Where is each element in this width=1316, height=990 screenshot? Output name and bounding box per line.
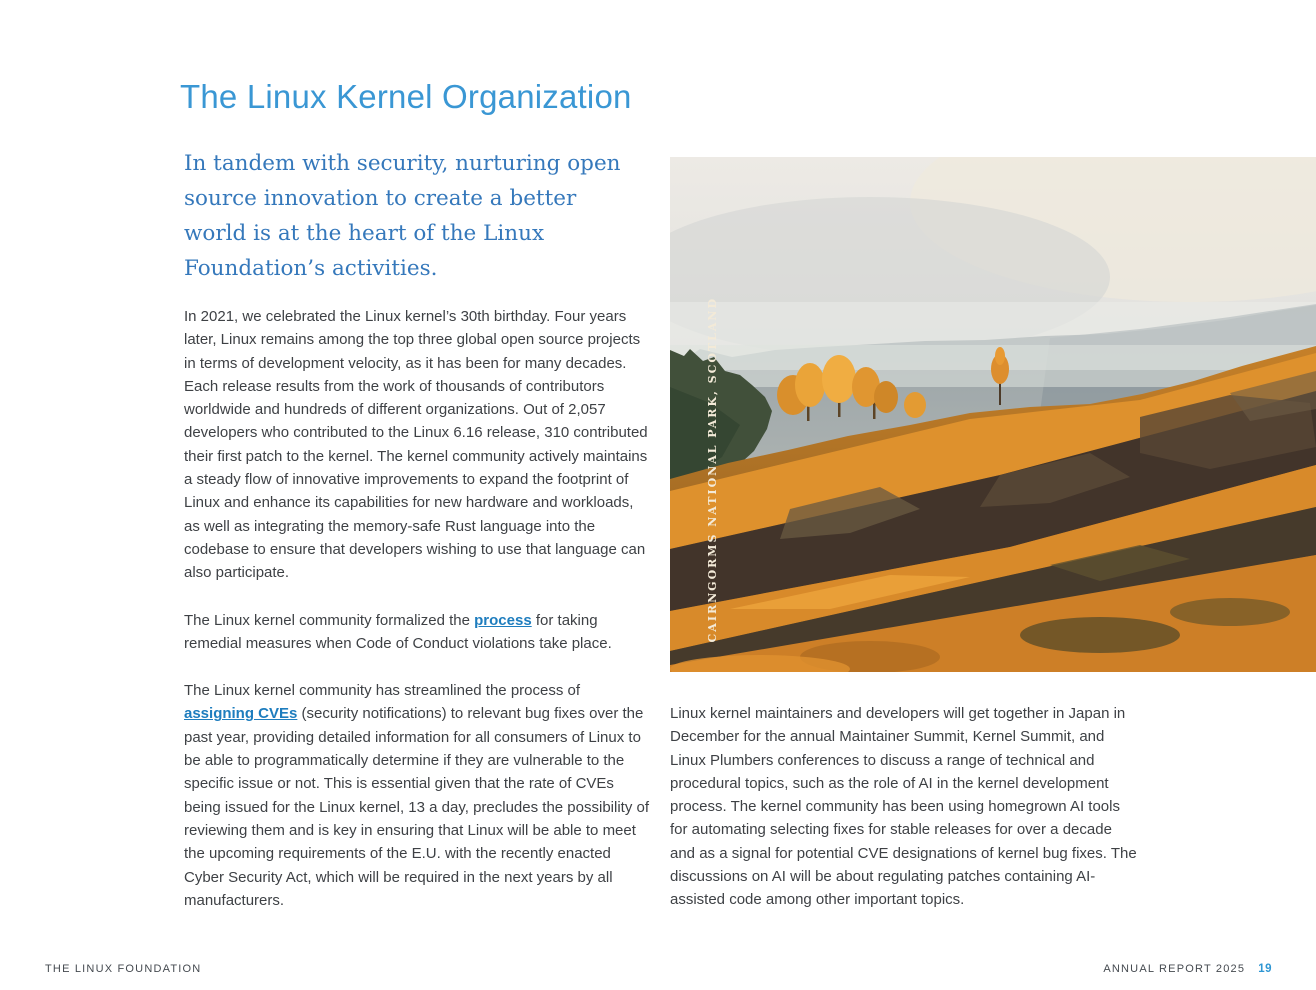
paragraph-text: The Linux kernel community formalized the	[184, 611, 475, 629]
right-column	[670, 702, 1138, 936]
paragraph-text: for taking remedial measures when Code of Conduct violations take place.	[184, 611, 612, 652]
footer-report-info	[1103, 963, 1272, 975]
body-paragraph-4: Linux kernel maintainers and developers will get together in Japan in December for the annual Maintainer Summit, Kernel Summit, and Linux Plumbers conferences to discuss a range of technical and procedural topics, such as the role of AI in the kernel development process. The kernel community has been using homegrown AI tools for automating selecting fixes for stable releases for over a decade and as a signal for potential CVE designations of kernel bug fixes. The discussions on AI will be about regulating patches containing AI-assisted code among other important topics.	[670, 705, 1137, 909]
left-column	[184, 305, 650, 936]
assigning-cves-link[interactable]: assigning CVEs	[184, 705, 298, 723]
footer-page-number: 19	[1258, 963, 1272, 975]
landscape-photo	[670, 157, 1316, 672]
footer-report-label: ANNUAL REPORT 2025	[1103, 963, 1246, 975]
body-paragraph-1: In 2021, we celebrated the Linux kernel’s 30th birthday. Four years later, Linux remains among the top three global open source projects in terms of development velocity, as it has been for many decades. Each release results from the work of thousands of contributors worldwide and hundreds of different organizations. Out of 2,057 developers who contributed to the Linux 6.16 release, 310 contributed their first patch to the kernel. The kernel community actively maintains a steady flow of innovative improvements to expand the footprint of Linux and enhance its capabilities for new hardware and workloads, as well as integrating the memory-safe Rust language into the codebase to ensure that developers wishing to use that language can also participate.	[184, 308, 648, 582]
photo-caption: CAIRNGORMS NATIONAL PARK, SCOTLAND	[706, 296, 719, 642]
paragraph-text: The Linux kernel community has streamlined the process of	[184, 682, 581, 700]
lead-paragraph: In tandem with security, nurturing open source innovation to create a better world is at the heart of the Linux Foundation’s activities.	[184, 151, 621, 281]
landscape-photo-art	[670, 157, 1316, 672]
footer-org-label: THE LINUX FOUNDATION	[45, 963, 202, 975]
page-title: The Linux Kernel Organization	[180, 78, 632, 115]
paragraph-text: (security notifications) to relevant bug fixes over the past year, providing detailed information for all consumers of Linux to be able to programmatically determine if they are vulnerable to the specific issue or not. This is essential given that the rate of CVEs being issued for the Linux kernel, 13 a day, precludes the possibility of reviewing them and is key in ensuring that Linux will be able to meet the upcoming requirements of the E.U. with the recently enacted Cyber Security Act, which will be required in the next years by all manufacturers.	[184, 705, 649, 909]
process-link[interactable]: process	[474, 611, 532, 629]
body-paragraph-3	[184, 679, 650, 912]
body-paragraph-2	[184, 609, 650, 656]
